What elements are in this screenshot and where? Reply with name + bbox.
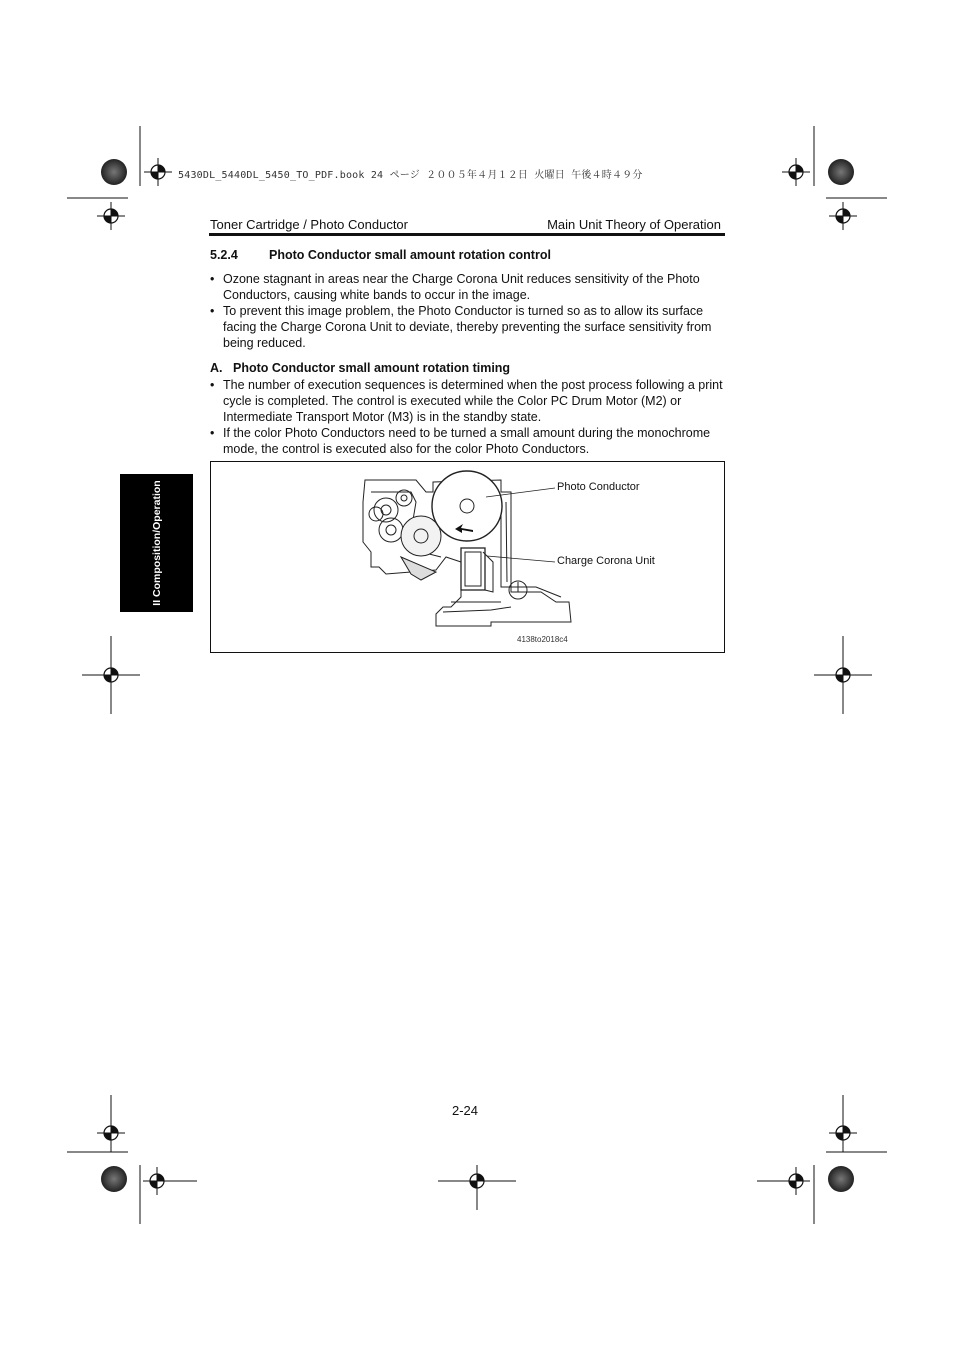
leader-line bbox=[487, 556, 555, 562]
registration-mark-icon bbox=[829, 202, 857, 230]
list-item: • Ozone stagnant in areas near the Charge Corona Unit reduces sensitivity of the Photo Conductors, causing white bands to occur in the image. bbox=[210, 271, 725, 303]
figure-frame bbox=[210, 461, 725, 653]
section-heading bbox=[210, 248, 551, 262]
list-item: • The number of execution sequences is determined when the post process following a print cycle is completed. The control is executed while the Color PC Drum Motor (M2) or Intermediate Transport Motor (M3) is in the standby state. bbox=[210, 377, 725, 425]
header-rule bbox=[209, 233, 725, 236]
starburst-icon bbox=[828, 159, 854, 185]
section-number: 5.2.4 bbox=[210, 248, 238, 262]
roller-icon bbox=[379, 518, 403, 542]
bullet-list bbox=[210, 377, 725, 457]
chapter-side-tab bbox=[120, 474, 193, 612]
starburst-icon bbox=[828, 1166, 854, 1192]
label-charge-corona-unit: Charge Corona Unit bbox=[557, 555, 655, 567]
list-item: • To prevent this image problem, the Photo Conductor is turned so as to allow its surface facing the Charge Corona Unit to deviate, thereby preventing the surface sensitivity from being reduced. bbox=[210, 303, 725, 351]
roller-icon bbox=[369, 507, 383, 521]
side-tab-label: II Composition/Operation bbox=[150, 480, 163, 606]
starburst-icon bbox=[101, 1166, 127, 1192]
figure-code: 4138to2018c4 bbox=[517, 635, 568, 644]
starburst-icon bbox=[101, 159, 127, 185]
registration-mark-icon bbox=[782, 158, 810, 186]
section-title: Photo Conductor small amount rotation control bbox=[269, 248, 551, 262]
registration-mark-icon bbox=[144, 158, 172, 186]
bullet-list bbox=[210, 271, 725, 351]
subsection-letter: A. bbox=[210, 361, 223, 375]
printer-info-line: 5430DL_5440DL_5450_TO_PDF.book 24 ページ ２００５年４月１２日 火曜日 午後４時４９分 bbox=[178, 170, 643, 181]
registration-mark-icon bbox=[97, 202, 125, 230]
running-header-left: Toner Cartridge / Photo Conductor bbox=[210, 217, 408, 232]
running-header-right: Main Unit Theory of Operation bbox=[547, 217, 721, 232]
subsection-title: Photo Conductor small amount rotation timing bbox=[233, 361, 511, 375]
list-item: • If the color Photo Conductors need to be turned a small amount during the monochrome mode, the control is executed also for the color Photo Conductors. bbox=[210, 425, 725, 457]
developer-roller-icon bbox=[401, 516, 441, 556]
subsection-heading bbox=[210, 361, 510, 375]
label-photo-conductor: Photo Conductor bbox=[557, 481, 640, 493]
page-number: 2-24 bbox=[452, 1103, 479, 1118]
